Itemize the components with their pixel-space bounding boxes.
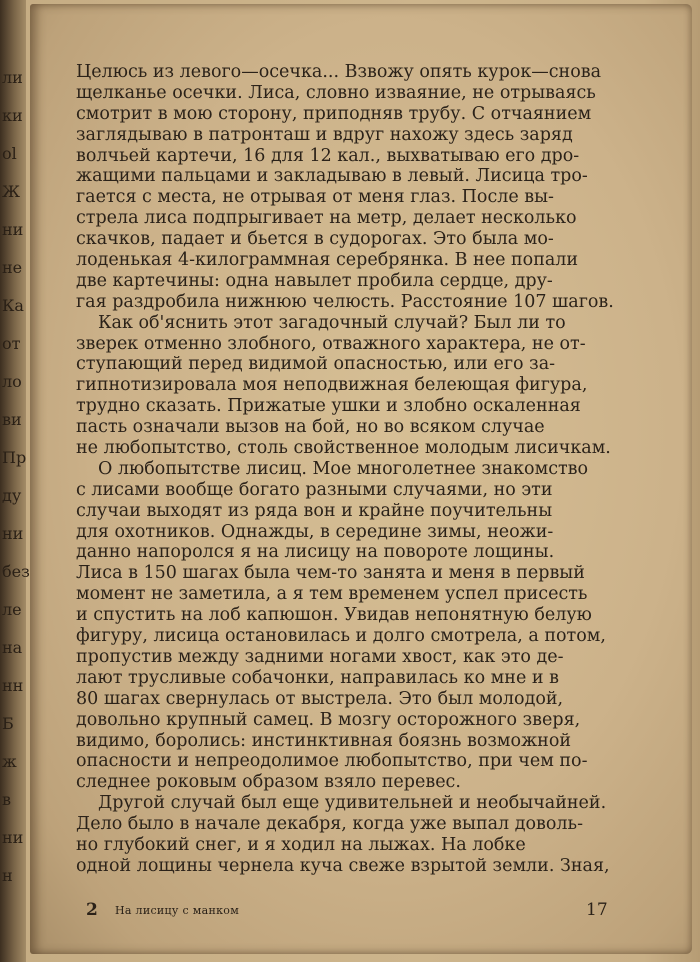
text-line: Как об'яснить этот загадочный случай? Был ли то	[98, 312, 566, 333]
previous-page-fragment: нн	[2, 676, 24, 695]
text-line: фигуру, лисица остановилась и долго смотрела, а потом,	[76, 626, 606, 647]
text-line: жащими пальцами и закладываю в левый. Лисица тро-	[76, 166, 588, 187]
text-line: две картечины: одна навылет пробила сердце, дру-	[76, 270, 553, 291]
text-line: пропустив между задними ногами хвост, как это де-	[76, 646, 564, 667]
previous-page-fragment: ду	[2, 486, 22, 505]
previous-page-fragment: ж	[2, 752, 17, 771]
previous-page-fragment: без	[2, 562, 30, 581]
text-line: волчьей картечи, 16 для 12 кал., выхватываю его дро-	[76, 145, 580, 166]
text-line: данно напоролся я на лисицу на повороте лощины.	[76, 542, 555, 563]
previous-page-fragment: ле	[2, 600, 22, 619]
text-line: но глубокий снег, и я ходил на лыжах. На лобке	[76, 834, 526, 855]
text-line: гая раздробила нижнюю челюсть. Расстояние 107 шагов.	[76, 291, 614, 312]
text-line: случаи выходят из ряда вон и крайне поучительны	[76, 500, 553, 521]
text-line: лоденькая 4-килограммная серебрянка. В нее попали	[76, 250, 579, 271]
previous-page-fragment: ки	[2, 106, 23, 125]
text-line: трудно сказать. Прижатые ушки и злобно оскаленная	[76, 396, 581, 417]
text-line: гается с места, не отрывая от меня глаз. После вы-	[76, 187, 554, 208]
text-line: гипнотизировала моя неподвижная белеющая фигура,	[76, 375, 588, 396]
previous-page-fragment: Пр	[2, 448, 27, 467]
text-line: 80 шагах свернулась от выстрела. Это был молодой,	[76, 688, 564, 709]
signature-number: 2	[86, 900, 98, 920]
previous-page-fragment: н	[2, 866, 13, 885]
previous-page-edge	[0, 0, 30, 962]
text-line: довольно крупный самец. В мозгу осторожного зверя,	[76, 709, 581, 730]
text-line: видимо, боролись: инстинктивная боязнь возможной	[76, 730, 572, 751]
previous-page-fragment: ol	[2, 144, 17, 163]
text-line: О любопытстве лисиц. Мое многолетнее знакомство	[98, 458, 589, 479]
text-line: опасности и непреодолимое любопытство, при чем по-	[76, 751, 588, 772]
previous-page-fragment: в	[2, 790, 12, 809]
text-line: не любопытство, столь свойственное молодым лисичкам.	[76, 438, 611, 459]
previous-page-fragment: ни	[2, 220, 24, 239]
previous-page-fragment: на	[2, 638, 23, 657]
text-line: Целюсь из левого—осечка... Взвожу опять курок—снова	[76, 62, 602, 82]
previous-page-fragment: ло	[2, 372, 22, 391]
text-line: Дело было в начале декабря, когда уже выпал доволь-	[76, 814, 583, 835]
text-line: с лисами вообще богато разными случаями, но эти	[76, 479, 553, 500]
previous-page-fragment: ни	[2, 828, 24, 847]
previous-page-fragment: ни	[2, 524, 24, 543]
text-line: пасть означали вызов на бой, но во всяком случае	[76, 417, 545, 438]
previous-page-fragment: Ж	[2, 182, 20, 201]
previous-page-fragment: не	[2, 258, 23, 277]
text-line: смотрит в мою сторону, приподняв трубу. С отчаянием	[76, 103, 592, 124]
previous-page-fragment: Ка	[2, 296, 24, 315]
page-number: 17	[586, 900, 608, 920]
previous-page-fragment: от	[2, 334, 21, 353]
text-line: одной лощины чернела куча свеже взрытой земли. Зная,	[76, 855, 610, 876]
text-line: для охотников. Однажды, в середине зимы, неожи-	[76, 521, 554, 542]
previous-page-fragment: ли	[2, 68, 23, 87]
text-line: скачков, падает и бьется в судорогах. Это была мо-	[76, 229, 554, 250]
text-line: Другой случай был еще удивительней и необычайней.	[98, 793, 607, 814]
text-line: и спустить на лоб капюшон. Увидав непонятную белую	[76, 605, 592, 626]
page-body-text	[76, 62, 624, 877]
previous-page-fragment: ви	[2, 410, 22, 429]
text-line: зверек отменно злобного, отважного характера, не от-	[76, 333, 586, 354]
text-line: заглядываю в патронташ и вдруг нахожу здесь заряд	[76, 124, 573, 145]
text-line: ступающий перед видимой опасностью, или его за-	[76, 354, 556, 375]
text-line: щелканье осечки. Лиса, словно изваяние, не отрываясь	[76, 82, 596, 103]
text-line: стрела лиса подпрыгивает на метр, делает несколько	[76, 208, 577, 229]
book-page	[30, 4, 692, 954]
page-footer	[30, 900, 692, 924]
signature-title: На лисицу с манком	[115, 904, 240, 917]
text-line: следнее роковым образом взяло перевес.	[76, 772, 461, 793]
text-line: Лиса в 150 шагах была чем-то занята и меня в первый	[76, 563, 585, 584]
previous-page-fragment: Б	[2, 714, 14, 733]
text-line: лают трусливые собачонки, направилась ко мне и в	[76, 667, 559, 688]
text-line: момент не заметила, а я тем временем успел присесть	[76, 584, 588, 605]
